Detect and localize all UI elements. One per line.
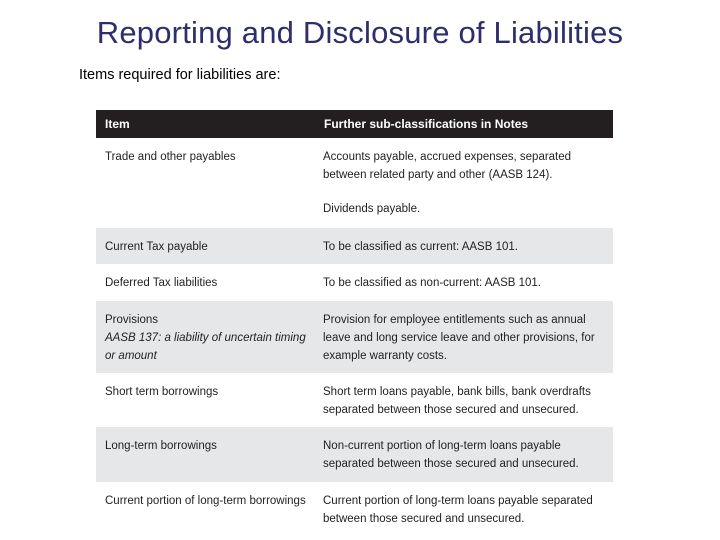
table-header-row	[96, 110, 613, 138]
header-item: Item	[105, 117, 130, 131]
slide-title: Reporting and Disclosure of Liabilities	[96, 15, 624, 50]
row-notes-cell	[315, 301, 613, 373]
row-item-cell	[96, 373, 315, 427]
row-notes-cell	[315, 228, 613, 264]
row-item-label: Short term borrowings	[105, 386, 219, 398]
row-item-label: Provisions	[105, 314, 159, 326]
row-item-label: Current portion of long-term borrowings	[105, 495, 306, 507]
table-row	[96, 427, 613, 482]
table-row	[96, 301, 613, 373]
header-notes: Further sub-classifications in Notes	[324, 117, 529, 131]
row-notes-text: To be classified as current: AASB 101.	[323, 241, 518, 253]
row-notes-text: Non-current portion of long-term loans payable separated between those secured and unsecured.	[323, 440, 579, 470]
row-item-cell	[96, 482, 315, 540]
row-notes-text: Accounts payable, accrued expenses, separated between related party and other (AASB 124).	[323, 151, 572, 181]
slide-subtitle: Items required for liabilities are:	[79, 67, 281, 83]
row-item-label: Long-term borrowings	[105, 440, 217, 452]
row-item-cell	[96, 138, 315, 228]
row-notes-text: Short term loans payable, bank bills, bank overdrafts separated between those secured and unsecured.	[323, 386, 591, 416]
row-notes-cell	[315, 427, 613, 482]
table-row	[96, 228, 613, 264]
row-item-label: Current Tax payable	[105, 241, 208, 253]
table-row	[96, 373, 613, 427]
row-notes-text: To be classified as non-current: AASB 101.	[323, 277, 541, 289]
row-notes-text: Provision for employee entitlements such as annual leave and long service leave and other provisions, for example warranty costs.	[323, 314, 595, 362]
row-notes-cell	[315, 264, 613, 301]
row-item-note: AASB 137: a liability of uncertain timing or amount	[105, 332, 306, 362]
row-notes-extra: Dividends payable.	[323, 203, 421, 215]
table-row	[96, 138, 613, 228]
liabilities-table-container	[96, 110, 613, 540]
row-item-cell	[96, 228, 315, 264]
row-item-label: Trade and other payables	[105, 151, 236, 163]
table-row	[96, 264, 613, 301]
row-notes-cell	[315, 482, 613, 540]
row-notes-text: Current portion of long-term loans payable separated between those secured and unsecured.	[323, 495, 593, 525]
row-item-cell	[96, 264, 315, 301]
row-item-cell	[96, 427, 315, 482]
row-notes-cell	[315, 373, 613, 427]
row-item-cell	[96, 301, 315, 373]
row-notes-cell	[315, 138, 613, 228]
liabilities-table	[96, 110, 613, 540]
table-row	[96, 482, 613, 540]
row-item-label: Deferred Tax liabilities	[105, 277, 218, 289]
